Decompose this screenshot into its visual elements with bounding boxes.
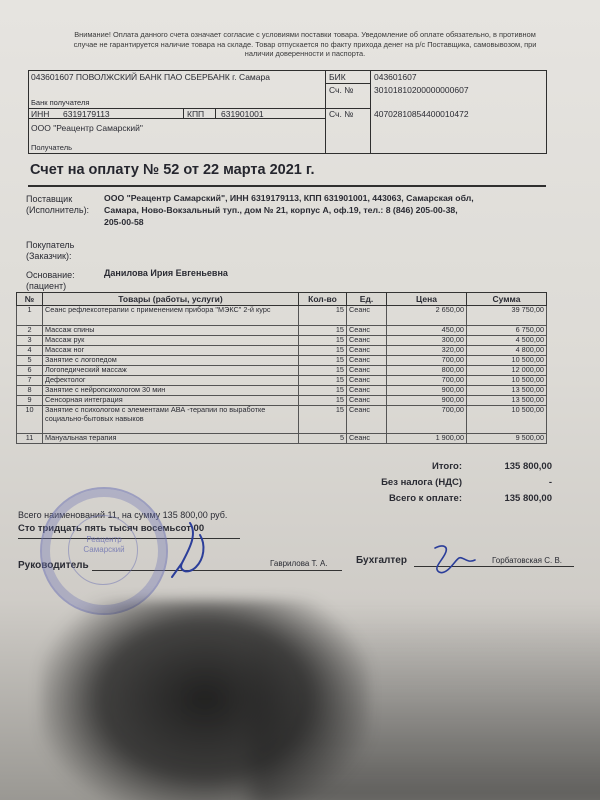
bik-label: БИК [329, 72, 346, 82]
supplier-label: Поставщик [26, 194, 73, 204]
patient-name: Данилова Ирия Евгеньевна [104, 268, 228, 278]
bank-name: 043601607 ПОВОЛЖСКИЙ БАНК ПАО СБЕРБАНК г. Самара [31, 72, 270, 82]
row-price: 800,00 [387, 366, 467, 376]
total-value: 135 800,00 [504, 461, 552, 472]
table-row [17, 396, 547, 406]
director-signature [160, 515, 230, 585]
table-row [17, 356, 547, 366]
total-label: Итого: [432, 461, 462, 472]
amount-in-words: Сто тридцать пять тысяч восемьсот 00 [18, 523, 205, 534]
title-separator [28, 185, 546, 187]
row-unit: Сеанс [347, 356, 387, 366]
due-label: Всего к оплате: [388, 493, 462, 504]
vat-value: - [548, 477, 552, 488]
recipient-label: Получатель [31, 143, 72, 152]
row-name: Дефектолог [43, 376, 299, 386]
supplier-line-1: ООО "Реацентр Самарский", ИНН 6319179113, КПП 631901001, 443063, Самарская обл, [104, 193, 474, 203]
table-row [17, 306, 547, 326]
supplier-label-sub: (Исполнитель): [26, 205, 90, 215]
account-label: Сч. № [329, 109, 354, 119]
due-value: 135 800,00 [504, 493, 552, 504]
row-name: Логопедический массаж [43, 366, 299, 376]
inn-value: 6319179113 [63, 109, 110, 119]
row-sum: 10 500,00 [467, 406, 547, 434]
row-qty: 15 [299, 386, 347, 396]
table-row [17, 406, 547, 434]
row-sum: 9 500,00 [467, 434, 547, 444]
row-qty: 15 [299, 326, 347, 336]
inn-label: ИНН [31, 109, 50, 119]
row-unit: Сеанс [347, 434, 387, 444]
table-row [17, 366, 547, 376]
row-sum: 10 500,00 [467, 356, 547, 366]
row-qty: 15 [299, 306, 347, 326]
header-number: № [17, 293, 43, 306]
corr-account-label: Сч. № [329, 85, 354, 95]
row-number: 4 [17, 346, 43, 356]
row-name: Сенсорная интеграция [43, 396, 299, 406]
row-price: 700,00 [387, 406, 467, 434]
row-name: Массаж ног [43, 346, 299, 356]
row-price: 2 650,00 [387, 306, 467, 326]
totals-block [300, 461, 552, 509]
row-qty: 15 [299, 336, 347, 346]
photo-shadow [40, 600, 370, 800]
row-sum: 12 000,00 [467, 366, 547, 376]
row-unit: Сеанс [347, 326, 387, 336]
row-price: 900,00 [387, 396, 467, 406]
row-number: 1 [17, 306, 43, 326]
account-value: 40702810854400010472 [374, 109, 469, 119]
row-unit: Сеанс [347, 306, 387, 326]
table-row [17, 346, 547, 356]
head-name: Гаврилова Т. А. [270, 559, 328, 568]
row-name: Занятие с нейропсихологом 30 мин [43, 386, 299, 396]
accountant-signature [425, 538, 485, 578]
row-qty: 15 [299, 346, 347, 356]
row-price: 300,00 [387, 336, 467, 346]
header-unit: Ед. [347, 293, 387, 306]
header-sum: Сумма [467, 293, 547, 306]
row-qty: 15 [299, 406, 347, 434]
row-unit: Сеанс [347, 346, 387, 356]
summary-line: Всего наименований 11, на сумму 135 800,00 руб. [18, 510, 228, 520]
accountant-label: Бухгалтер [356, 555, 407, 566]
bik-value: 043601607 [374, 72, 417, 82]
corr-account-value: 30101810200000000607 [374, 85, 469, 95]
items-table [16, 292, 547, 444]
row-price: 450,00 [387, 326, 467, 336]
kpp-label: КПП [187, 109, 205, 119]
row-price: 320,00 [387, 346, 467, 356]
row-sum: 10 500,00 [467, 376, 547, 386]
table-row [17, 434, 547, 444]
header-goods: Товары (работы, услуги) [43, 293, 299, 306]
row-qty: 15 [299, 376, 347, 386]
table-header-row [17, 293, 547, 306]
row-name: Мануальная терапия [43, 434, 299, 444]
row-name: Занятие с логопедом [43, 356, 299, 366]
supplier-line-2: Самара, Ново-Вокзальный туп., дом № 21, корпус А, оф.19, тел.: 8 (846) 205-00-38, [104, 205, 458, 215]
row-number: 2 [17, 326, 43, 336]
row-price: 700,00 [387, 376, 467, 386]
row-sum: 6 750,00 [467, 326, 547, 336]
invoice-title: Счет на оплату № 52 от 22 марта 2021 г. [30, 162, 315, 178]
row-price: 1 900,00 [387, 434, 467, 444]
row-name: Массаж спины [43, 326, 299, 336]
row-qty: 5 [299, 434, 347, 444]
stamp-text: Реацентр Самарский [83, 535, 125, 554]
notice-text: Внимание! Оплата данного счета означает согласие с условиями поставки товара. Уведомление об оплате обязательно, в противном случае не гарантируется наличие товара на складе. Товар отпускается по факту прихода денег на р/с Поставщика, самовывозом, при наличии доверенности и паспорта. [73, 30, 537, 59]
vat-label: Без налога (НДС) [381, 477, 462, 488]
header-qty: Кол-во [299, 293, 347, 306]
row-number: 10 [17, 406, 43, 434]
row-name: Занятие с психологом с элементами АВА -терапии по выработке социально-бытовых навыков [43, 406, 299, 434]
table-row [17, 386, 547, 396]
bank-label: Банк получателя [31, 98, 90, 107]
row-sum: 13 500,00 [467, 396, 547, 406]
basis-label: Основание: [26, 270, 75, 280]
row-unit: Сеанс [347, 336, 387, 346]
basis-label-sub: (пациент) [26, 281, 67, 291]
row-unit: Сеанс [347, 376, 387, 386]
accountant-name: Горбатовская С. В. [492, 556, 563, 565]
buyer-label-sub: (Заказчик): [26, 251, 72, 261]
row-unit: Сеанс [347, 386, 387, 396]
kpp-value: 631901001 [221, 109, 264, 119]
head-label: Руководитель [18, 560, 89, 571]
row-price: 900,00 [387, 386, 467, 396]
row-number: 11 [17, 434, 43, 444]
row-name: Сеанс рефлексотерапии с применением прибора "МЭКС" 2-й курс [43, 306, 299, 326]
company-stamp [40, 487, 168, 615]
table-row [17, 326, 547, 336]
row-number: 3 [17, 336, 43, 346]
row-unit: Сеанс [347, 406, 387, 434]
row-number: 9 [17, 396, 43, 406]
table-row [17, 336, 547, 346]
row-sum: 4 500,00 [467, 336, 547, 346]
row-sum: 13 500,00 [467, 386, 547, 396]
row-number: 5 [17, 356, 43, 366]
row-unit: Сеанс [347, 396, 387, 406]
row-unit: Сеанс [347, 366, 387, 376]
row-name: Массаж рук [43, 336, 299, 346]
row-qty: 15 [299, 366, 347, 376]
row-number: 8 [17, 386, 43, 396]
row-qty: 15 [299, 396, 347, 406]
bank-details-box [28, 70, 547, 154]
row-price: 700,00 [387, 356, 467, 366]
supplier-line-3: 205-00-58 [104, 217, 144, 227]
row-number: 7 [17, 376, 43, 386]
table-row [17, 376, 547, 386]
recipient-name: ООО "Реацентр Самарский" [31, 123, 143, 133]
row-qty: 15 [299, 356, 347, 366]
row-sum: 4 800,00 [467, 346, 547, 356]
row-number: 6 [17, 366, 43, 376]
header-price: Цена [387, 293, 467, 306]
buyer-label: Покупатель [26, 240, 75, 250]
row-sum: 39 750,00 [467, 306, 547, 326]
